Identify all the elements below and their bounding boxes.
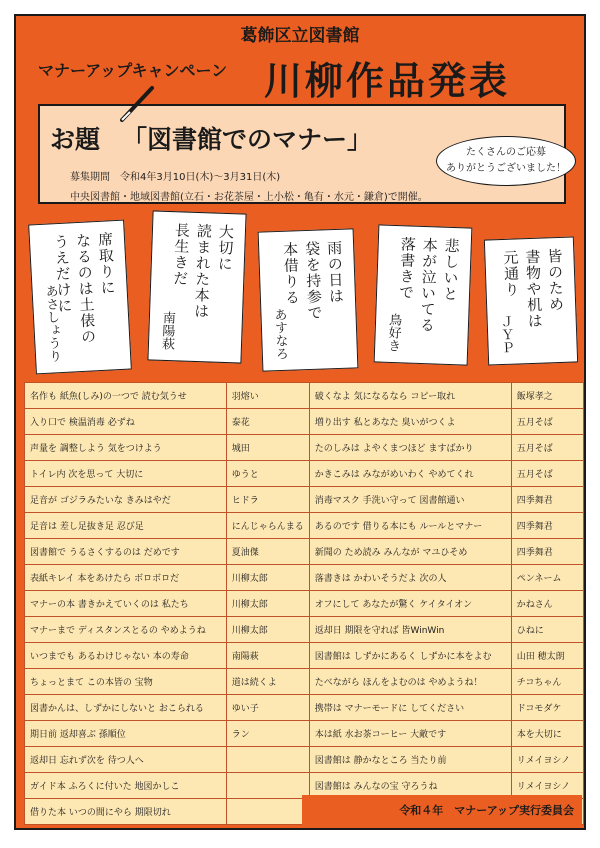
senryu-verse: ちょっとまて この本皆の 宝物 (25, 669, 227, 695)
main-title: 川柳作品発表 (264, 58, 511, 103)
table-row (25, 643, 584, 669)
library-name: 葛飾区立図書館 (240, 26, 360, 46)
senryu-verse: 返却日 期限を守れば 皆WinWin (309, 617, 511, 643)
brush-icon (118, 84, 158, 124)
pen-name: 山田 穂太朗 (511, 643, 583, 669)
senryu-verse: たのしみは よやくまつほど ますばかり (309, 435, 511, 461)
pen-name: 五月そば (511, 435, 583, 461)
senryu-verse: 名作も 紙魚(しみ)の一つで 読む気うせ (25, 383, 227, 409)
featured-author: あすなろ (271, 307, 289, 361)
featured-poem: 皆のため 書物や机は 元通り (501, 247, 566, 330)
pen-name: かねさん (511, 591, 583, 617)
senryu-verse: 消毒マスク 手洗い守って 図書館通い (309, 487, 511, 513)
senryu-verse: オフにして あなたが驚く ケイタイオン (309, 591, 511, 617)
senryu-verse: 期日前 返却喜ぶ 孫順位 (25, 721, 227, 747)
senryu-verse: マナーの本 書きかえていくのは 私たち (25, 591, 227, 617)
pen-name: 南陽萩 (226, 643, 309, 669)
senryu-verse: 携帯は マナーモードに してください (309, 695, 511, 721)
theme-text: 「図書館でのマナー」 (122, 125, 373, 154)
pen-name: 川柳太郎 (226, 591, 309, 617)
featured-poem: 大切に 読まれた本は 長生きだ (171, 222, 236, 320)
thanks-line-1: たくさんのご応募 (466, 147, 546, 158)
table-row (25, 695, 584, 721)
senryu-verse: 新聞の ため読み みんなが マユひそめ (309, 539, 511, 565)
pen-name: ゆい子 (226, 695, 309, 721)
senryu-verse: 表紙キレイ 本をあけたら ボロボロだ (25, 565, 227, 591)
pen-name: 四季舞君 (511, 487, 583, 513)
table-row (25, 565, 584, 591)
featured-poem: 雨の日は 袋を持参で 本借りる (280, 239, 346, 322)
table-row (25, 461, 584, 487)
pen-name: 川柳太郎 (226, 617, 309, 643)
senryu-verse: かきこみは みながめいわく やめてくれ (309, 461, 511, 487)
pen-name: 四季舞君 (511, 539, 583, 565)
entry-period: 募集期間 令和4年3月10日(木)～3月31日(木) (70, 172, 281, 183)
featured-card (28, 220, 132, 375)
pen-name (226, 799, 309, 825)
thanks-line-2: ありがとうございました！ (446, 163, 566, 174)
senryu-verse: ガイド本 ふろくに付いた 地図かしこ (25, 773, 227, 799)
senryu-verse: 返却日 忘れず次を 待つ人へ (25, 747, 227, 773)
thanks-bubble (436, 136, 576, 186)
featured-poem: 席取りに なるのは土俵の うえだけに (51, 231, 117, 346)
poster (14, 14, 586, 830)
pen-name: ペンネーム (511, 565, 583, 591)
pen-name: 本を大切に (511, 721, 583, 747)
table-row (25, 539, 584, 565)
featured-author: ＪＹＰ (497, 314, 514, 355)
table-row (25, 591, 584, 617)
senryu-verse: 図書館で うるさくするのは だめです (25, 539, 227, 565)
featured-poem: 悲しいと 本が泣いてる 落書きで (396, 236, 462, 334)
pen-name: ひねに (511, 617, 583, 643)
info-box (38, 104, 566, 204)
table-row (25, 669, 584, 695)
senryu-verse: 図書館は みんなの宝 守ろうね (309, 773, 511, 799)
pen-name: 飯塚孝之 (511, 383, 583, 409)
table-row (25, 487, 584, 513)
pen-name (226, 747, 309, 773)
senryu-verse: 図書かんは、しずかにしないと おこられる (25, 695, 227, 721)
committee-footer: 令和４年 マナーアップ実行委員会 (399, 804, 574, 817)
theme-label: お題 (50, 125, 101, 154)
senryu-verse: マナーまで ディスタンスとるの やめようね (25, 617, 227, 643)
senryu-verse: 足音は 差し足抜き足 忍び足 (25, 513, 227, 539)
senryu-verse: 本は紙 水お茶コーヒー 大敵です (309, 721, 511, 747)
table-row (25, 435, 584, 461)
pen-name: 川柳太郎 (226, 565, 309, 591)
table-row (25, 747, 584, 773)
senryu-verse: 図書館は しずかにあるく しずかに本をよむ (309, 643, 511, 669)
senryu-verse: 入り口で 検温消毒 必ずね (25, 409, 227, 435)
venues: 中央図書館・地域図書館(立石・お花茶屋・上小松・亀有・水元・鎌倉)で開催。 (70, 192, 428, 203)
senryu-verse: 声量を 調整しよう 気をつけよう (25, 435, 227, 461)
featured-card (484, 236, 578, 365)
senryu-verse: 借りた本 いつの間にやら 期限切れ (25, 799, 227, 825)
pen-name: ラン (226, 721, 309, 747)
pen-name: 五月そば (511, 461, 583, 487)
pen-name: ヒドラ (226, 487, 309, 513)
table-row (25, 513, 584, 539)
featured-author: 鳥好き (384, 312, 402, 353)
featured-author: 南陽萩 (158, 310, 176, 351)
senryu-verse: たべながら ほんをよむのは やめようね！ (309, 669, 511, 695)
entries-table (24, 382, 584, 825)
pen-name: にんじゃらんまる (226, 513, 309, 539)
pen-name: ドコモダケ (511, 695, 583, 721)
senryu-verse: いつまでも あるわけじゃない 本の寿命 (25, 643, 227, 669)
senryu-verse: 落書きは かわいそうだよ 次の人 (309, 565, 511, 591)
pen-name: 四季舞君 (511, 513, 583, 539)
pen-name: 夏油傑 (226, 539, 309, 565)
campaign-name: マナーアップキャンペーン (38, 61, 228, 80)
senryu-verse: 破くなよ 気になるなら コピー取れ (309, 383, 511, 409)
senryu-verse: 増り出す 私とあなた 臭いがつくよ (309, 409, 511, 435)
senryu-verse: 図書館は 静かなところ 当たり前 (309, 747, 511, 773)
pen-name: 道は続くよ (226, 669, 309, 695)
pen-name: ゆうと (226, 461, 309, 487)
pen-name: リメイヨシノ (511, 773, 583, 799)
pen-name: 羽熔い (226, 383, 309, 409)
pen-name: チコちゃん (511, 669, 583, 695)
senryu-verse: トイレ内 次を思って 大切に (25, 461, 227, 487)
featured-card (374, 224, 473, 365)
table-row (25, 409, 584, 435)
pen-name: 泰花 (226, 409, 309, 435)
pen-name: リメイヨシノ (511, 747, 583, 773)
table-row (25, 383, 584, 409)
senryu-verse: あるのです 借りる本にも ルールとマナー (309, 513, 511, 539)
table-row (25, 721, 584, 747)
featured-card (147, 210, 246, 363)
featured-author: あさしょうり (42, 284, 62, 363)
senryu-verse: 足音が ゴジラみたいな きみはやだ (25, 487, 227, 513)
featured-card (258, 228, 359, 371)
pen-name (226, 773, 309, 799)
table-row (25, 617, 584, 643)
pen-name: 五月そば (511, 409, 583, 435)
pen-name: 城田 (226, 435, 309, 461)
